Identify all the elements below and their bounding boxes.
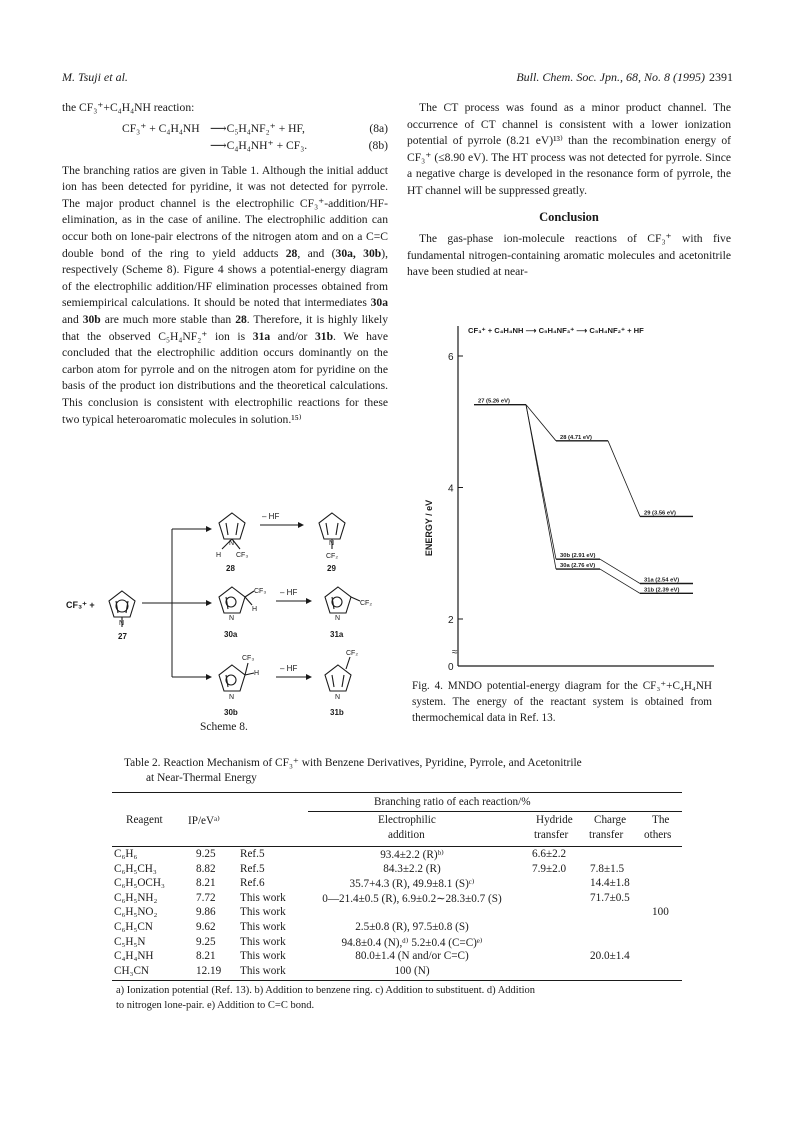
hydride-header: transfer xyxy=(534,829,569,841)
table-cell-reagent: C₆H₅OCH₃ xyxy=(114,877,165,890)
molecule-label-31a: 31a xyxy=(330,630,344,639)
group-cf3: CF₃ xyxy=(242,655,255,662)
table-cell-ht: 6.6±2.2 xyxy=(532,848,567,860)
journal-citation: Bull. Chem. Soc. Jpn., 68, No. 8 (1995) xyxy=(516,70,705,84)
table-cell-ip: 7.72 xyxy=(196,891,216,904)
table-row xyxy=(112,950,682,964)
molecule-label-29: 29 xyxy=(327,564,336,573)
molecule-label-30b: 30b xyxy=(224,708,238,717)
table-cell-ip: 8.21 xyxy=(196,950,216,963)
molecule-label-31b: 31b xyxy=(330,708,344,717)
table-cell-ea: 93.4±2.2 (R)ᵇ⁾ xyxy=(380,849,444,861)
electrophilic-header: Electrophilic xyxy=(378,814,436,826)
table-caption-line: Table 2. Reaction Mechanism of CF₃⁺ with Benzene Derivatives, Pyridine, Pyrrole, and Acetonitrile xyxy=(124,757,582,769)
atom-n: N xyxy=(119,620,125,627)
atom-h: H xyxy=(254,670,260,677)
scheme-reactant: CF₃⁺ + xyxy=(66,600,95,610)
table-row xyxy=(112,921,682,935)
energy-level-label-29: 29 (3.56 eV) xyxy=(644,510,676,517)
table-cell-ip: 8.21 xyxy=(196,877,216,890)
body-paragraph: The gas-phase ion-molecule reactions of CF₃⁺ with five fundamental nitrogen-containing aromatic molecules and acetonitrile have been studied at near- xyxy=(407,232,731,279)
charge-transfer-header: Charge xyxy=(594,814,627,826)
section-title: Conclusion xyxy=(539,209,599,224)
table-cell-ea: 100 (N) xyxy=(394,964,430,977)
table-cell-ea: 80.0±1.4 (N and/or C=C) xyxy=(355,950,469,963)
y-axis-label: ENERGY / eV xyxy=(424,499,434,557)
equation-8b-rhs: ⟶C₄H₄NH⁺ + CF₃. xyxy=(210,138,308,152)
table-row xyxy=(112,936,682,950)
equation-8a-number: (8a) xyxy=(369,121,388,135)
energy-connector xyxy=(600,569,640,593)
scheme-caption: Scheme 8. xyxy=(200,721,248,733)
hydride-header: Hydride xyxy=(536,814,573,826)
table-cell-ref: This work xyxy=(240,950,286,963)
group-cf3: CF₃ xyxy=(236,552,249,559)
equation-8b xyxy=(62,138,388,155)
table-cell-reagent: C₅H₅N xyxy=(114,935,146,948)
table-cell-ip: 9.25 xyxy=(196,935,216,948)
table-cell-reagent: C₆H₅CN xyxy=(114,921,153,933)
others-header: The xyxy=(652,814,670,826)
energy-level-label-31a: 31a (2.54 eV) xyxy=(644,577,680,584)
table-cell-ct: 14.4±1.8 xyxy=(590,877,630,890)
group-cf2: CF₂ xyxy=(360,600,373,607)
table-cell-ea: 84.3±2.2 (R) xyxy=(383,862,441,875)
table-cell-ct: 20.0±1.4 xyxy=(590,950,630,963)
energy-level-label-27: 27 (5.26 eV) xyxy=(478,398,510,405)
group-cf2: CF₂ xyxy=(346,650,359,657)
table-cell-reagent: C₄H₄NH xyxy=(114,950,154,963)
energy-level-label-31b: 31b (2.39 eV) xyxy=(644,587,680,594)
minus-hf-label: – HF xyxy=(280,664,298,673)
energy-level-label-28: 28 (4.71 eV) xyxy=(560,434,592,441)
energy-level-label-30a: 30a (2.76 eV) xyxy=(560,563,596,570)
table-cell-ea: 0—21.4±0.5 (R), 6.9±0.2∼28.3±0.7 (S) xyxy=(322,892,502,905)
atom-h: H xyxy=(252,606,258,613)
table-cell-ref: This work xyxy=(240,891,286,904)
molecule-label-27: 27 xyxy=(118,632,127,641)
atom-h: H xyxy=(216,552,222,559)
table-cell-ref: This work xyxy=(240,935,286,948)
equation-8a-lhs: CF₃⁺ + C₄H₄NH xyxy=(122,121,200,135)
diagram-title: CF₃⁺ + C₄H₄NH ⟶ C₅H₄NF₃⁺ ⟶ C₅H₄NF₂⁺ + HF xyxy=(468,326,644,335)
molecule-31a xyxy=(325,587,360,613)
others-header: others xyxy=(644,829,672,841)
table-cell-ref: This work xyxy=(240,921,286,933)
atom-n: N xyxy=(229,694,235,701)
table-cell-reagent: C₆H₆ xyxy=(114,848,138,860)
energy-diagram xyxy=(418,318,718,676)
table-cell-ip: 9.86 xyxy=(196,906,216,919)
running-header-authors: M. Tsuji et al. xyxy=(62,70,128,84)
energy-connector xyxy=(600,559,640,583)
table-cell-oth: 100 xyxy=(652,906,669,919)
energy-connector xyxy=(608,441,640,517)
group-cf3: CF₃ xyxy=(254,588,267,595)
table-row xyxy=(112,892,682,906)
molecule-30a xyxy=(219,587,254,613)
table-footnotes xyxy=(116,983,672,1013)
figure-caption: Fig. 4. MNDO potential-energy diagram for the CF₃⁺+C₄H₄NH system. The energy of the reactant system is obtained from thermochemical data in Ref. 13. xyxy=(412,680,712,724)
right-column xyxy=(407,100,731,281)
electrophilic-header: addition xyxy=(388,829,425,841)
table-cell-ea: 94.8±0.4 (N),ᵈ⁾ 5.2±0.4 (C=C)ᵉ⁾ xyxy=(341,936,483,949)
axis-break: ≈ xyxy=(452,647,458,658)
table-cell-reagent: C₆H₅NH₂ xyxy=(114,891,158,904)
running-header-journal xyxy=(516,70,733,85)
table-cell-ip: 12.19 xyxy=(196,964,222,977)
table-caption xyxy=(124,756,684,786)
molecule-30b xyxy=(219,663,254,691)
equation-8a-rhs: ⟶C₅H₄NF₂⁺ + HF, xyxy=(210,121,305,135)
table-cell-ref: Ref.5 xyxy=(240,848,265,860)
atom-n: N xyxy=(229,615,235,622)
table-row xyxy=(112,863,682,877)
table-cell-ea: 2.5±0.8 (R), 97.5±0.8 (S) xyxy=(355,921,469,933)
scheme-8-diagram xyxy=(62,505,398,745)
energy-levels xyxy=(474,399,693,594)
atom-n: N xyxy=(329,540,335,547)
table-cell-ref: This work xyxy=(240,964,286,977)
equation-8a xyxy=(62,121,388,138)
table-cell-reagent: CH₃CN xyxy=(114,964,149,977)
y-tick-label: 0 xyxy=(448,662,454,673)
table-cell-ip: 8.82 xyxy=(196,862,216,875)
table-cell-reagent: C₆H₅NO₂ xyxy=(114,906,158,919)
energy-connector xyxy=(526,405,556,569)
ip-header: IP/eVᵃ⁾ xyxy=(188,815,220,827)
table-cell-reagent: C₆H₅CH₃ xyxy=(114,862,157,875)
page-number: 2391 xyxy=(709,70,733,84)
energy-level-label-30b: 30b (2.91 eV) xyxy=(560,553,596,560)
energy-connector xyxy=(526,405,556,441)
table-row xyxy=(112,848,682,862)
table-cell-ref: Ref.5 xyxy=(240,862,265,875)
minus-hf-label: – HF xyxy=(262,512,280,521)
footnote-line: a) Ionization potential (Ref. 13). b) Addition to benzene ring. c) Addition to substituent. d) Addition xyxy=(116,985,536,996)
table-row xyxy=(112,906,682,920)
table-cell-ip: 9.62 xyxy=(196,921,216,933)
table-caption-line: at Near-Thermal Energy xyxy=(146,772,257,784)
minus-hf-label: – HF xyxy=(280,588,298,597)
molecule-label-28: 28 xyxy=(226,564,235,573)
y-tick-label: 2 xyxy=(448,615,454,626)
y-tick-label: 4 xyxy=(448,483,454,495)
group-cf2: CF₂ xyxy=(326,553,339,560)
table-cell-ip: 9.25 xyxy=(196,848,216,860)
body-paragraph: The CT process was found as a minor product channel. The occurrence of CT channel is consistent with a lower ionization potential of pyrrole (8.21 eV)¹³⁾ than the recombination energy of CF₃⁺ (≤8.90 eV). The HT process was not detected for pyrrole. Since a negative charge is developed in the resonance form of pyrrole, the HT channel will be suppressed greatly. xyxy=(407,101,731,197)
table-cell-ct: 71.7±0.5 xyxy=(590,891,630,904)
atom-n: N xyxy=(335,615,341,622)
table-cell-ref: Ref.6 xyxy=(240,877,265,890)
molecule-label-30a: 30a xyxy=(224,630,238,639)
table-cell-ct: 7.8±1.5 xyxy=(590,862,625,875)
table-cell-ht: 7.9±2.0 xyxy=(532,862,567,875)
molecule-31b xyxy=(325,657,351,691)
table-row xyxy=(112,877,682,891)
left-column xyxy=(62,100,388,428)
atom-n: N xyxy=(335,694,341,701)
branching-header: Branching ratio of each reaction/% xyxy=(374,796,531,808)
charge-transfer-header: transfer xyxy=(589,829,624,841)
footnote-line: to nitrogen lone-pair. e) Addition to C=C bond. xyxy=(116,1000,315,1011)
y-ticks xyxy=(448,352,463,673)
equation-8b-number: (8b) xyxy=(368,138,388,152)
table-row xyxy=(112,965,682,979)
table-cell-ea: 35.7+4.3 (R), 49.9±8.1 (S)ᶜ⁾ xyxy=(349,878,475,891)
table-cell-ref: This work xyxy=(240,906,286,919)
reagent-header: Reagent xyxy=(126,814,163,826)
y-tick-label: 6 xyxy=(448,352,454,363)
body-paragraph: The branching ratios are given in Table 1. Although the initial adduct ion has been detected for pyridine, it was not detected for pyrrole. The major product channel is the electrophilic CF₃⁺-addition/HF-elimination, as in the case of aniline. The electrophilic addition can occur both on lone-pair electrons of the nitrogen atom and on a C=C double bond of the ring to yield adducts 28, and (30a, 30b), respectively (Scheme 8). Figure 4 shows a potential-energy diagram of the electrophilic addition/HF elimination processes obtained from semiempirical calculations. It should be noted that intermediates 30a and 30b are much more stable than 28. Therefore, it is highly likely that the observed C₅H₄NF₂⁺ ion is 31a and/or 31b. We have concluded that the electrophilic addition occurs dominantly on the carbon atom for pyrrole and on the nitrogen atom for pyridine on the basis of the product ion distributions and the theoretical calculations. This conclusion is consistent with electrophilic reactions for these two typical heteroaromatic molecules in solution.¹⁵⁾ xyxy=(62,163,388,426)
reaction-intro: the CF₃⁺+C₄H₄NH reaction: xyxy=(62,101,195,114)
atom-n: N xyxy=(229,540,235,547)
